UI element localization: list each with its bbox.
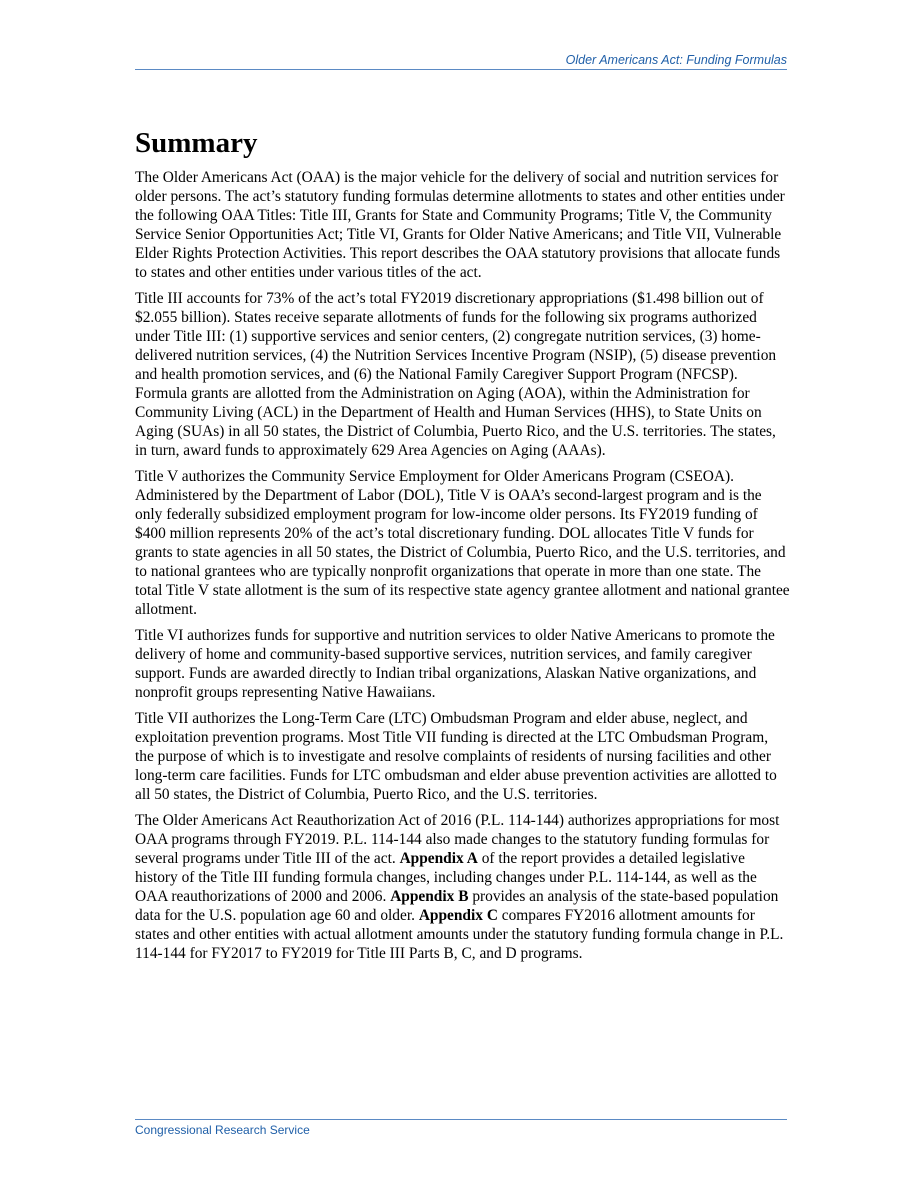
running-header-title: Older Americans Act: Funding Formulas [565,53,787,67]
section-heading: Summary [135,127,258,159]
paragraph-title-vii: Title VII authorizes the Long-Term Care (LTC) Ombudsman Program and elder abuse, neglect, and exploitation prevention programs. Most Title VII funding is directed at the LTC Ombudsman Program, the purpose of which is to investigate and resolve complaints of residents of nursing facilities and other long-term care facilities. Funds for LTC ombudsman and elder abuse prevention activities are allotted to all 50 states, the District of Columbia, Puerto Rico, and the U.S. territories. [135,710,777,803]
reauth-text-1: The Older Americans Act Reauthorization Act of 2016 (P.L. 114-144) authorizes appropriations for most OAA programs through FY2019. P.L. 114-144 also made changes to the statutory funding formulas for several programs under Title III of the act. [135,812,780,867]
header-divider [135,69,787,70]
paragraph-title-iii: Title III accounts for 73% of the act’s total FY2019 discretionary appropriations ($1.498 billion out of $2.055 billion). States receive separate allotments of funds for the following six programs authorized under Title III: (1) supportive services and senior centers, (2) congregate nutrition services, (3) home-delivered nutrition services, (4) the Nutrition Services Incentive Program (NSIP), (5) disease prevention and health promotion services, and (6) the National Family Caregiver Support Program (NFCSP). Formula grants are allotted from the Administration on Aging (AOA), within the Administration for Community Living (ACL) in the Department of Health and Human Services (HHS), to State Units on Aging (SUAs) in all 50 states, the District of Columbia, Puerto Rico, and the U.S. territories. The states, in turn, award funds to approximately 629 Area Agencies on Aging (AAAs). [135,290,777,459]
footer-divider [135,1119,787,1120]
paragraph-title-vi: Title VI authorizes funds for supportive and nutrition services to older Native Americans to promote the delivery of home and community-based supportive services, nutrition services, and family caregiver support. Funds are awarded directly to Indian tribal organizations, Alaskan Native organizations, and nonprofit groups representing Native Hawaiians. [135,627,775,701]
paragraph-overview: The Older Americans Act (OAA) is the major vehicle for the delivery of social and nutrition services for older persons. The act’s statutory funding formulas determine allotments to states and other entities under the following OAA Titles: Title III, Grants for State and Community Programs; Title V, the Community Service Senior Opportunities Act; Title VI, Grants for Older Native Americans; and Title VII, Vulnerable Elder Rights Protection Activities. This report describes the OAA statutory provisions that allocate funds to states and other entities under various titles of the act. [135,169,785,281]
appendix-b-reference: Appendix B [390,888,469,905]
appendix-c-reference: Appendix C [418,907,498,924]
paragraph-reauthorization [135,811,790,963]
footer-publisher: Congressional Research Service [135,1123,310,1137]
reauth-text-2: of the report provides a detailed legislative history of the Title III funding formula changes, including changes under P.L. 114-144, as well as the OAA reauthorizations of 2000 and 2006. [135,850,757,905]
paragraph-title-v: Title V authorizes the Community Service Employment for Older Americans Program (CSEOA). Administered by the Department of Labor (DOL), Title V is OAA’s second-largest program and is the only federally subsidized employment program for low-income older persons. Its FY2019 funding of $400 million represents 20% of the act’s total discretionary funding. DOL allocates Title V funds for grants to state agencies in all 50 states, the District of Columbia, Puerto Rico, and the U.S. territories, and to national grantees who are typically nonprofit organizations that operate in more than one state. The total Title V state allotment is the sum of its respective state agency grantee allotment and national grantee allotment. [135,468,790,618]
reauth-text-4: compares FY2016 allotment amounts for states and other entities with actual allotment amounts under the statutory funding formula change in P.L. 114-144 for FY2017 to FY2019 for Title III Parts B, C, and D programs. [135,907,784,962]
appendix-a-reference: Appendix A [399,850,478,867]
summary-section [135,124,790,970]
reauth-text-3: provides an analysis of the state-based population data for the U.S. population age 60 and older. [135,888,779,924]
